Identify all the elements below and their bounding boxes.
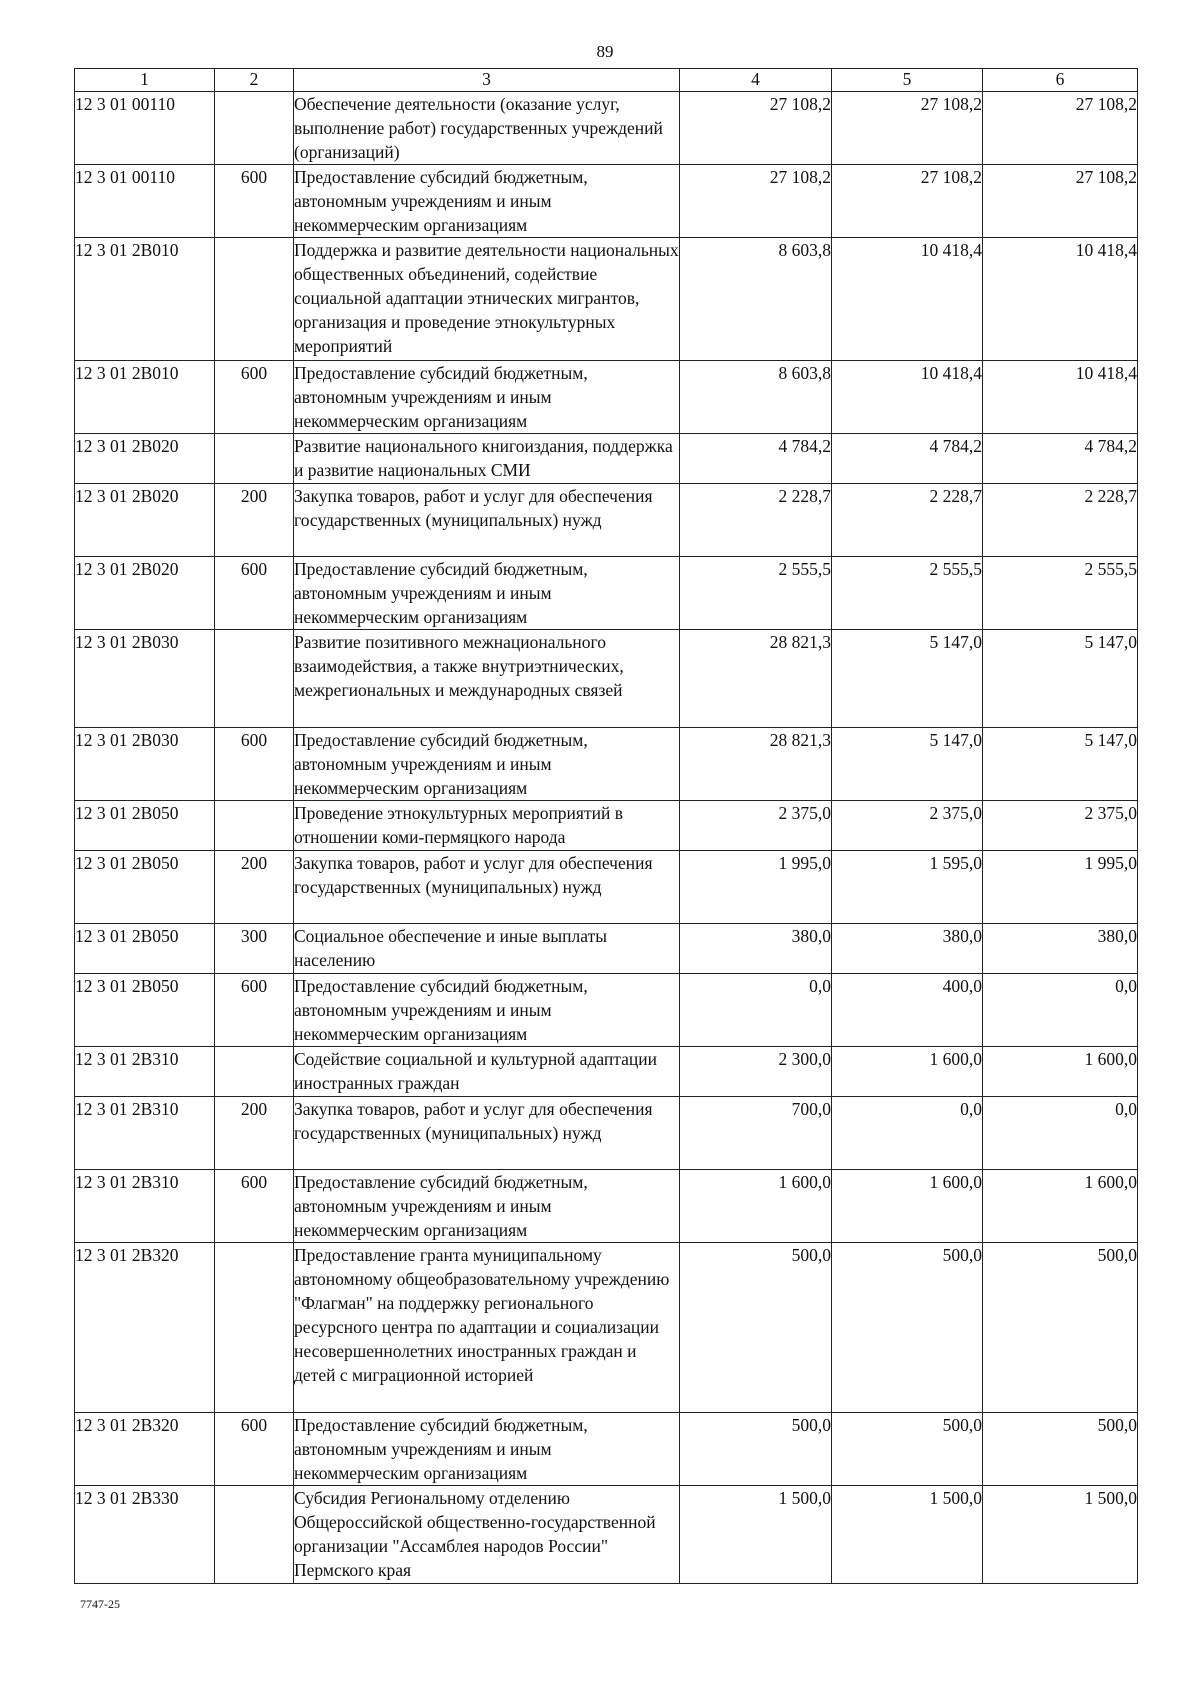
- expense-name-cell: Предоставление субсидий бюджетным, автономным учреждениям и иным некоммерческим организациям: [294, 728, 680, 801]
- expense-type-cell: 300: [215, 924, 294, 974]
- table-row: [75, 165, 1138, 238]
- expense-name-cell: Предоставление субсидий бюджетным, автономным учреждениям и иным некоммерческим организациям: [294, 361, 680, 434]
- amount-col5-cell: 500,0: [832, 1243, 983, 1413]
- table-row: [75, 1486, 1138, 1584]
- column-header: 3: [294, 69, 680, 92]
- table-row: [75, 1243, 1138, 1413]
- budget-table: [74, 68, 1138, 1584]
- expense-name-cell: Проведение этнокультурных мероприятий в отношении коми-пермяцкого народа: [294, 801, 680, 851]
- budget-code-cell: 12 3 01 2В010: [75, 361, 215, 434]
- budget-code-cell: 12 3 01 00110: [75, 92, 215, 165]
- budget-code-cell: 12 3 01 2В030: [75, 728, 215, 801]
- column-header: 5: [832, 69, 983, 92]
- amount-col4-cell: 2 555,5: [680, 557, 832, 630]
- budget-code-cell: 12 3 01 2В020: [75, 434, 215, 484]
- budget-code-cell: 12 3 01 00110: [75, 165, 215, 238]
- amount-col5-cell: 2 555,5: [832, 557, 983, 630]
- amount-col5-cell: 1 500,0: [832, 1486, 983, 1584]
- amount-col4-cell: 1 995,0: [680, 851, 832, 924]
- amount-col5-cell: 27 108,2: [832, 165, 983, 238]
- budget-code-cell: 12 3 01 2В050: [75, 801, 215, 851]
- expense-type-cell: [215, 238, 294, 361]
- amount-col4-cell: 500,0: [680, 1413, 832, 1486]
- budget-code-cell: 12 3 01 2В050: [75, 851, 215, 924]
- amount-col5-cell: 1 595,0: [832, 851, 983, 924]
- budget-code-cell: 12 3 01 2В020: [75, 484, 215, 557]
- amount-col4-cell: 380,0: [680, 924, 832, 974]
- amount-col5-cell: 5 147,0: [832, 728, 983, 801]
- table-row: [75, 361, 1138, 434]
- amount-col6-cell: 2 555,5: [983, 557, 1138, 630]
- table-row: [75, 630, 1138, 728]
- amount-col4-cell: 2 300,0: [680, 1047, 832, 1097]
- page-number: 89: [596, 42, 614, 61]
- expense-name-cell: Субсидия Региональному отделению Общероссийской общественно-государственной организации "Ассамблея народов России" Пермского края: [294, 1486, 680, 1584]
- amount-col5-cell: 4 784,2: [832, 434, 983, 484]
- table-row: [75, 728, 1138, 801]
- budget-code-cell: 12 3 01 2В020: [75, 557, 215, 630]
- column-header: 4: [680, 69, 832, 92]
- budget-code-cell: 12 3 01 2В310: [75, 1047, 215, 1097]
- amount-col5-cell: 1 600,0: [832, 1170, 983, 1243]
- amount-col5-cell: 380,0: [832, 924, 983, 974]
- budget-code-cell: 12 3 01 2В050: [75, 924, 215, 974]
- amount-col4-cell: 1 600,0: [680, 1170, 832, 1243]
- expense-type-cell: 200: [215, 484, 294, 557]
- amount-col5-cell: 10 418,4: [832, 361, 983, 434]
- amount-col4-cell: 8 603,8: [680, 238, 832, 361]
- amount-col4-cell: 2 228,7: [680, 484, 832, 557]
- table-row: [75, 238, 1138, 361]
- amount-col6-cell: 1 995,0: [983, 851, 1138, 924]
- expense-name-cell: Предоставление субсидий бюджетным, автономным учреждениям и иным некоммерческим организациям: [294, 557, 680, 630]
- budget-code-cell: 12 3 01 2В320: [75, 1243, 215, 1413]
- budget-code-cell: 12 3 01 2В050: [75, 974, 215, 1047]
- amount-col6-cell: 0,0: [983, 1097, 1138, 1170]
- table-row: [75, 1413, 1138, 1486]
- amount-col6-cell: 380,0: [983, 924, 1138, 974]
- amount-col6-cell: 500,0: [983, 1413, 1138, 1486]
- amount-col5-cell: 0,0: [832, 1097, 983, 1170]
- amount-col5-cell: 2 228,7: [832, 484, 983, 557]
- amount-col6-cell: 10 418,4: [983, 238, 1138, 361]
- amount-col6-cell: 1 600,0: [983, 1047, 1138, 1097]
- table-row: [75, 557, 1138, 630]
- expense-name-cell: Предоставление субсидий бюджетным, автономным учреждениям и иным некоммерческим организациям: [294, 165, 680, 238]
- amount-col6-cell: 27 108,2: [983, 165, 1138, 238]
- expense-name-cell: Развитие позитивного межнационального взаимодействия, а также внутриэтнических, межрегиональных и международных связей: [294, 630, 680, 728]
- amount-col5-cell: 1 600,0: [832, 1047, 983, 1097]
- amount-col4-cell: 8 603,8: [680, 361, 832, 434]
- budget-code-cell: 12 3 01 2В010: [75, 238, 215, 361]
- amount-col6-cell: 1 600,0: [983, 1170, 1138, 1243]
- amount-col4-cell: 28 821,3: [680, 630, 832, 728]
- expense-name-cell: Закупка товаров, работ и услуг для обеспечения государственных (муниципальных) нужд: [294, 1097, 680, 1170]
- amount-col4-cell: 27 108,2: [680, 92, 832, 165]
- amount-col6-cell: 2 375,0: [983, 801, 1138, 851]
- amount-col6-cell: 2 228,7: [983, 484, 1138, 557]
- expense-name-cell: Закупка товаров, работ и услуг для обеспечения государственных (муниципальных) нужд: [294, 484, 680, 557]
- budget-code-cell: 12 3 01 2В310: [75, 1170, 215, 1243]
- budget-code-cell: 12 3 01 2В330: [75, 1486, 215, 1584]
- expense-type-cell: 200: [215, 1097, 294, 1170]
- table-row: [75, 851, 1138, 924]
- amount-col4-cell: 500,0: [680, 1243, 832, 1413]
- amount-col6-cell: 4 784,2: [983, 434, 1138, 484]
- amount-col4-cell: 4 784,2: [680, 434, 832, 484]
- table-row: [75, 1097, 1138, 1170]
- expense-type-cell: 600: [215, 974, 294, 1047]
- amount-col6-cell: 10 418,4: [983, 361, 1138, 434]
- budget-code-cell: 12 3 01 2В310: [75, 1097, 215, 1170]
- amount-col4-cell: 27 108,2: [680, 165, 832, 238]
- expense-name-cell: Предоставление гранта муниципальному автономному общеобразовательному учреждению "Флагман" на поддержку регионального ресурсного центра по адаптации и социализации несовершеннолетних иностранных граждан и детей с миграционной историей: [294, 1243, 680, 1413]
- amount-col6-cell: 1 500,0: [983, 1486, 1138, 1584]
- amount-col6-cell: 0,0: [983, 974, 1138, 1047]
- expense-type-cell: [215, 630, 294, 728]
- amount-col4-cell: 700,0: [680, 1097, 832, 1170]
- amount-col4-cell: 0,0: [680, 974, 832, 1047]
- table-row: [75, 801, 1138, 851]
- expense-name-cell: Предоставление субсидий бюджетным, автономным учреждениям и иным некоммерческим организациям: [294, 1170, 680, 1243]
- amount-col5-cell: 400,0: [832, 974, 983, 1047]
- budget-code-cell: 12 3 01 2В030: [75, 630, 215, 728]
- expense-name-cell: Предоставление субсидий бюджетным, автономным учреждениям и иным некоммерческим организациям: [294, 974, 680, 1047]
- column-header: 1: [75, 69, 215, 92]
- expense-type-cell: [215, 92, 294, 165]
- expense-type-cell: [215, 1243, 294, 1413]
- table-body: [75, 92, 1138, 1584]
- amount-col6-cell: 27 108,2: [983, 92, 1138, 165]
- amount-col6-cell: 5 147,0: [983, 630, 1138, 728]
- expense-type-cell: 600: [215, 361, 294, 434]
- amount-col5-cell: 5 147,0: [832, 630, 983, 728]
- expense-type-cell: 600: [215, 1170, 294, 1243]
- table-row: [75, 924, 1138, 974]
- expense-name-cell: Обеспечение деятельности (оказание услуг, выполнение работ) государственных учреждений (организаций): [294, 92, 680, 165]
- expense-name-cell: Предоставление субсидий бюджетным, автономным учреждениям и иным некоммерческим организациям: [294, 1413, 680, 1486]
- table-row: [75, 974, 1138, 1047]
- table-row: [75, 484, 1138, 557]
- budget-code-cell: 12 3 01 2В320: [75, 1413, 215, 1486]
- table-row: [75, 1170, 1138, 1243]
- amount-col4-cell: 28 821,3: [680, 728, 832, 801]
- table-row: [75, 1047, 1138, 1097]
- expense-type-cell: [215, 1486, 294, 1584]
- table-row: [75, 92, 1138, 165]
- expense-type-cell: 600: [215, 557, 294, 630]
- column-header: 2: [215, 69, 294, 92]
- table-row: [75, 434, 1138, 484]
- expense-name-cell: Поддержка и развитие деятельности национальных общественных объединений, содействие социальной адаптации этнических мигрантов, организация и проведение этнокультурных мероприятий: [294, 238, 680, 361]
- expense-name-cell: Содействие социальной и культурной адаптации иностранных граждан: [294, 1047, 680, 1097]
- expense-name-cell: Развитие национального книгоиздания, поддержка и развитие национальных СМИ: [294, 434, 680, 484]
- amount-col4-cell: 1 500,0: [680, 1486, 832, 1584]
- expense-type-cell: [215, 801, 294, 851]
- column-header: 6: [983, 69, 1138, 92]
- amount-col5-cell: 10 418,4: [832, 238, 983, 361]
- expense-type-cell: 600: [215, 1413, 294, 1486]
- expense-type-cell: 600: [215, 728, 294, 801]
- expense-name-cell: Социальное обеспечение и иные выплаты населению: [294, 924, 680, 974]
- expense-type-cell: [215, 1047, 294, 1097]
- table-header-row: [75, 69, 1138, 92]
- expense-type-cell: 600: [215, 165, 294, 238]
- amount-col6-cell: 500,0: [983, 1243, 1138, 1413]
- expense-type-cell: [215, 434, 294, 484]
- amount-col5-cell: 500,0: [832, 1413, 983, 1486]
- amount-col5-cell: 27 108,2: [832, 92, 983, 165]
- amount-col4-cell: 2 375,0: [680, 801, 832, 851]
- expense-name-cell: Закупка товаров, работ и услуг для обеспечения государственных (муниципальных) нужд: [294, 851, 680, 924]
- amount-col6-cell: 5 147,0: [983, 728, 1138, 801]
- expense-type-cell: 200: [215, 851, 294, 924]
- amount-col5-cell: 2 375,0: [832, 801, 983, 851]
- footer-code: 7747-25: [80, 1597, 120, 1611]
